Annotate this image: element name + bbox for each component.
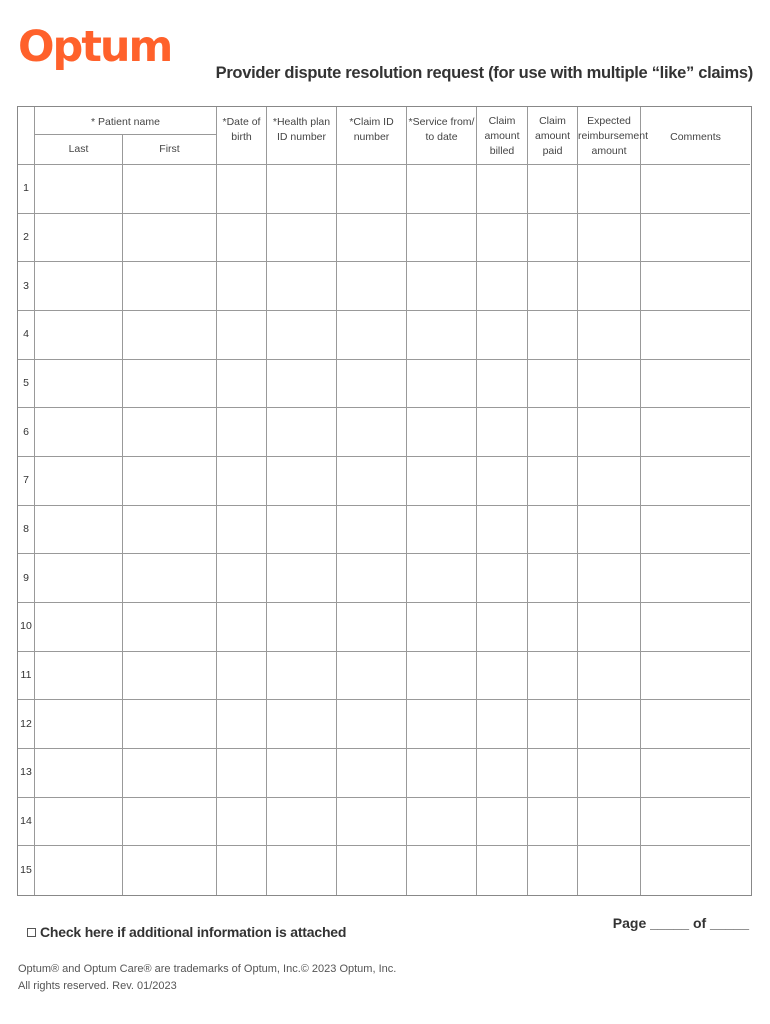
expected-reimbursement-cell[interactable] <box>578 262 641 311</box>
amount-billed-cell[interactable] <box>477 603 528 652</box>
amount-billed-cell[interactable] <box>477 457 528 506</box>
date-of-birth-cell[interactable] <box>217 214 267 263</box>
health-plan-id-cell[interactable] <box>267 311 337 360</box>
expected-reimbursement-cell[interactable] <box>578 165 641 214</box>
dob-header: *Date of birth <box>217 107 267 165</box>
amount-billed-cell[interactable] <box>477 700 528 749</box>
comments-cell[interactable] <box>641 165 750 214</box>
service-date-cell[interactable] <box>407 311 477 360</box>
amount-billed-cell[interactable] <box>477 262 528 311</box>
row-number: 1 <box>18 165 35 214</box>
amount-billed-cell[interactable] <box>477 846 528 895</box>
first-name-cell[interactable] <box>123 700 217 749</box>
expected-reimbursement-cell[interactable] <box>578 554 641 603</box>
row-number: 5 <box>18 360 35 409</box>
service-date-cell[interactable] <box>407 214 477 263</box>
claim-id-cell[interactable] <box>337 749 407 798</box>
health-plan-id-cell[interactable] <box>267 408 337 457</box>
service-date-cell[interactable] <box>407 554 477 603</box>
first-name-cell[interactable] <box>123 408 217 457</box>
last-name-cell[interactable] <box>35 603 123 652</box>
claim-id-cell[interactable] <box>337 408 407 457</box>
last-name-cell[interactable] <box>35 165 123 214</box>
amount-paid-cell[interactable] <box>528 506 578 555</box>
date-of-birth-cell[interactable] <box>217 506 267 555</box>
health-plan-id-cell[interactable] <box>267 798 337 847</box>
row-number: 6 <box>18 408 35 457</box>
comments-cell[interactable] <box>641 360 750 409</box>
amount-paid-cell[interactable] <box>528 262 578 311</box>
date-of-birth-cell[interactable] <box>217 311 267 360</box>
amount-billed-cell[interactable] <box>477 652 528 701</box>
date-of-birth-cell[interactable] <box>217 554 267 603</box>
comments-cell[interactable] <box>641 506 750 555</box>
expected-reimbursement-cell[interactable] <box>578 749 641 798</box>
row-number: 9 <box>18 554 35 603</box>
service-date-cell[interactable] <box>407 603 477 652</box>
comments-cell[interactable] <box>641 408 750 457</box>
comments-cell[interactable] <box>641 214 750 263</box>
claim-id-cell[interactable] <box>337 554 407 603</box>
claim-id-cell[interactable] <box>337 798 407 847</box>
footer-rights: All rights reserved. Rev. 01/2023 <box>18 980 177 993</box>
row-number: 15 <box>18 846 35 895</box>
date-of-birth-cell[interactable] <box>217 360 267 409</box>
amount-billed-cell[interactable] <box>477 408 528 457</box>
first-name-cell[interactable] <box>123 262 217 311</box>
comments-cell[interactable] <box>641 652 750 701</box>
last-name-header: Last <box>35 135 123 165</box>
comments-cell[interactable] <box>641 700 750 749</box>
first-name-cell[interactable] <box>123 603 217 652</box>
health-plan-id-cell[interactable] <box>267 700 337 749</box>
date-of-birth-cell[interactable] <box>217 165 267 214</box>
footer-trademark: Optum® and Optum Care® are trademarks of Optum, Inc.© 2023 Optum, Inc. <box>18 963 397 975</box>
comments-cell[interactable] <box>641 262 750 311</box>
comments-cell[interactable] <box>641 749 750 798</box>
service-date-cell[interactable] <box>407 165 477 214</box>
additional-info-checkbox-row[interactable] <box>27 924 346 940</box>
first-name-cell[interactable] <box>123 749 217 798</box>
claims-table <box>17 106 752 896</box>
last-name-cell[interactable] <box>35 408 123 457</box>
comments-cell[interactable] <box>641 457 750 506</box>
last-name-cell[interactable] <box>35 360 123 409</box>
health-plan-id-cell[interactable] <box>267 214 337 263</box>
health-plan-id-cell[interactable] <box>267 846 337 895</box>
amount-paid-cell[interactable] <box>528 603 578 652</box>
first-name-cell[interactable] <box>123 652 217 701</box>
last-name-cell[interactable] <box>35 798 123 847</box>
row-number: 13 <box>18 749 35 798</box>
amount-paid-cell[interactable] <box>528 360 578 409</box>
row-number: 14 <box>18 798 35 847</box>
expected-reimbursement-cell[interactable] <box>578 652 641 701</box>
claim-id-cell[interactable] <box>337 214 407 263</box>
row-number: 12 <box>18 700 35 749</box>
service-date-cell[interactable] <box>407 749 477 798</box>
first-name-cell[interactable] <box>123 214 217 263</box>
comments-header: Comments <box>641 107 750 165</box>
claim-id-cell[interactable] <box>337 846 407 895</box>
first-name-cell[interactable] <box>123 311 217 360</box>
patient-name-header: * Patient name <box>35 107 217 135</box>
last-name-cell[interactable] <box>35 700 123 749</box>
amount-paid-cell[interactable] <box>528 846 578 895</box>
last-name-cell[interactable] <box>35 506 123 555</box>
expected-reimbursement-cell[interactable] <box>578 360 641 409</box>
health-plan-id-cell[interactable] <box>267 603 337 652</box>
health-plan-id-header: *Health plan ID number <box>267 107 337 165</box>
amount-billed-cell[interactable] <box>477 554 528 603</box>
health-plan-id-cell[interactable] <box>267 360 337 409</box>
checkbox-label: Check here if additional information is attached <box>40 924 347 940</box>
amount-paid-cell[interactable] <box>528 408 578 457</box>
claim-amount-billed-header: Claim amount billed <box>477 107 528 165</box>
optum-logo: Optum <box>18 22 172 72</box>
claim-id-cell[interactable] <box>337 700 407 749</box>
page-title: Provider dispute resolution request (for use with multiple “like” claims) <box>215 64 753 82</box>
expected-reimbursement-cell[interactable] <box>578 457 641 506</box>
date-of-birth-cell[interactable] <box>217 457 267 506</box>
amount-billed-cell[interactable] <box>477 165 528 214</box>
amount-paid-cell[interactable] <box>528 554 578 603</box>
amount-billed-cell[interactable] <box>477 506 528 555</box>
date-of-birth-cell[interactable] <box>217 408 267 457</box>
last-name-cell[interactable] <box>35 749 123 798</box>
amount-billed-cell[interactable] <box>477 749 528 798</box>
service-date-cell[interactable] <box>407 506 477 555</box>
expected-reimbursement-cell[interactable] <box>578 408 641 457</box>
amount-paid-cell[interactable] <box>528 749 578 798</box>
service-date-cell[interactable] <box>407 262 477 311</box>
health-plan-id-cell[interactable] <box>267 554 337 603</box>
expected-reimbursement-cell[interactable] <box>578 798 641 847</box>
health-plan-id-cell[interactable] <box>267 652 337 701</box>
last-name-cell[interactable] <box>35 262 123 311</box>
expected-reimbursement-cell[interactable] <box>578 311 641 360</box>
checkbox-icon[interactable] <box>27 928 36 937</box>
service-date-cell[interactable] <box>407 798 477 847</box>
service-date-cell[interactable] <box>407 360 477 409</box>
health-plan-id-cell[interactable] <box>267 749 337 798</box>
row-number: 10 <box>18 603 35 652</box>
expected-reimbursement-cell[interactable] <box>578 603 641 652</box>
first-name-cell[interactable] <box>123 798 217 847</box>
date-of-birth-cell[interactable] <box>217 700 267 749</box>
first-name-cell[interactable] <box>123 846 217 895</box>
first-name-cell[interactable] <box>123 165 217 214</box>
last-name-cell[interactable] <box>35 846 123 895</box>
row-number-header <box>18 107 35 165</box>
date-of-birth-cell[interactable] <box>217 603 267 652</box>
date-of-birth-cell[interactable] <box>217 749 267 798</box>
service-date-cell[interactable] <box>407 700 477 749</box>
amount-paid-cell[interactable] <box>528 457 578 506</box>
first-name-cell[interactable] <box>123 506 217 555</box>
row-number: 11 <box>18 652 35 701</box>
last-name-cell[interactable] <box>35 457 123 506</box>
comments-cell[interactable] <box>641 603 750 652</box>
comments-cell[interactable] <box>641 311 750 360</box>
date-of-birth-cell[interactable] <box>217 846 267 895</box>
expected-reimbursement-cell[interactable] <box>578 700 641 749</box>
amount-billed-cell[interactable] <box>477 311 528 360</box>
row-number: 2 <box>18 214 35 263</box>
health-plan-id-cell[interactable] <box>267 506 337 555</box>
last-name-cell[interactable] <box>35 311 123 360</box>
first-name-cell[interactable] <box>123 360 217 409</box>
service-date-cell[interactable] <box>407 457 477 506</box>
page-number-field[interactable]: Page _____ of _____ <box>612 915 749 931</box>
claim-id-cell[interactable] <box>337 262 407 311</box>
claim-amount-paid-header: Claim amount paid <box>528 107 578 165</box>
health-plan-id-cell[interactable] <box>267 262 337 311</box>
first-name-header: First <box>123 135 217 165</box>
row-number: 4 <box>18 311 35 360</box>
amount-paid-cell[interactable] <box>528 214 578 263</box>
last-name-cell[interactable] <box>35 554 123 603</box>
amount-billed-cell[interactable] <box>477 798 528 847</box>
last-name-cell[interactable] <box>35 652 123 701</box>
amount-paid-cell[interactable] <box>528 652 578 701</box>
comments-cell[interactable] <box>641 846 750 895</box>
last-name-cell[interactable] <box>35 214 123 263</box>
service-date-cell[interactable] <box>407 408 477 457</box>
date-of-birth-cell[interactable] <box>217 652 267 701</box>
date-of-birth-cell[interactable] <box>217 798 267 847</box>
comments-cell[interactable] <box>641 554 750 603</box>
row-number: 8 <box>18 506 35 555</box>
row-number: 7 <box>18 457 35 506</box>
expected-reimbursement-cell[interactable] <box>578 214 641 263</box>
claim-id-cell[interactable] <box>337 652 407 701</box>
expected-reimbursement-header: Expected reimbursement amount <box>578 107 641 165</box>
amount-paid-cell[interactable] <box>528 700 578 749</box>
expected-reimbursement-cell[interactable] <box>578 846 641 895</box>
date-of-birth-cell[interactable] <box>217 262 267 311</box>
comments-cell[interactable] <box>641 798 750 847</box>
footer <box>18 961 396 995</box>
service-date-cell[interactable] <box>407 652 477 701</box>
claim-id-cell[interactable] <box>337 311 407 360</box>
service-date-cell[interactable] <box>407 846 477 895</box>
health-plan-id-cell[interactable] <box>267 165 337 214</box>
expected-reimbursement-cell[interactable] <box>578 506 641 555</box>
service-date-header: *Service from/ to date <box>407 107 477 165</box>
claim-id-cell[interactable] <box>337 457 407 506</box>
amount-paid-cell[interactable] <box>528 798 578 847</box>
amount-billed-cell[interactable] <box>477 214 528 263</box>
amount-paid-cell[interactable] <box>528 165 578 214</box>
claim-id-cell[interactable] <box>337 506 407 555</box>
first-name-cell[interactable] <box>123 457 217 506</box>
claim-id-cell[interactable] <box>337 165 407 214</box>
amount-paid-cell[interactable] <box>528 311 578 360</box>
first-name-cell[interactable] <box>123 554 217 603</box>
claim-id-header: *Claim ID number <box>337 107 407 165</box>
claim-id-cell[interactable] <box>337 603 407 652</box>
health-plan-id-cell[interactable] <box>267 457 337 506</box>
row-number: 3 <box>18 262 35 311</box>
amount-billed-cell[interactable] <box>477 360 528 409</box>
claim-id-cell[interactable] <box>337 360 407 409</box>
